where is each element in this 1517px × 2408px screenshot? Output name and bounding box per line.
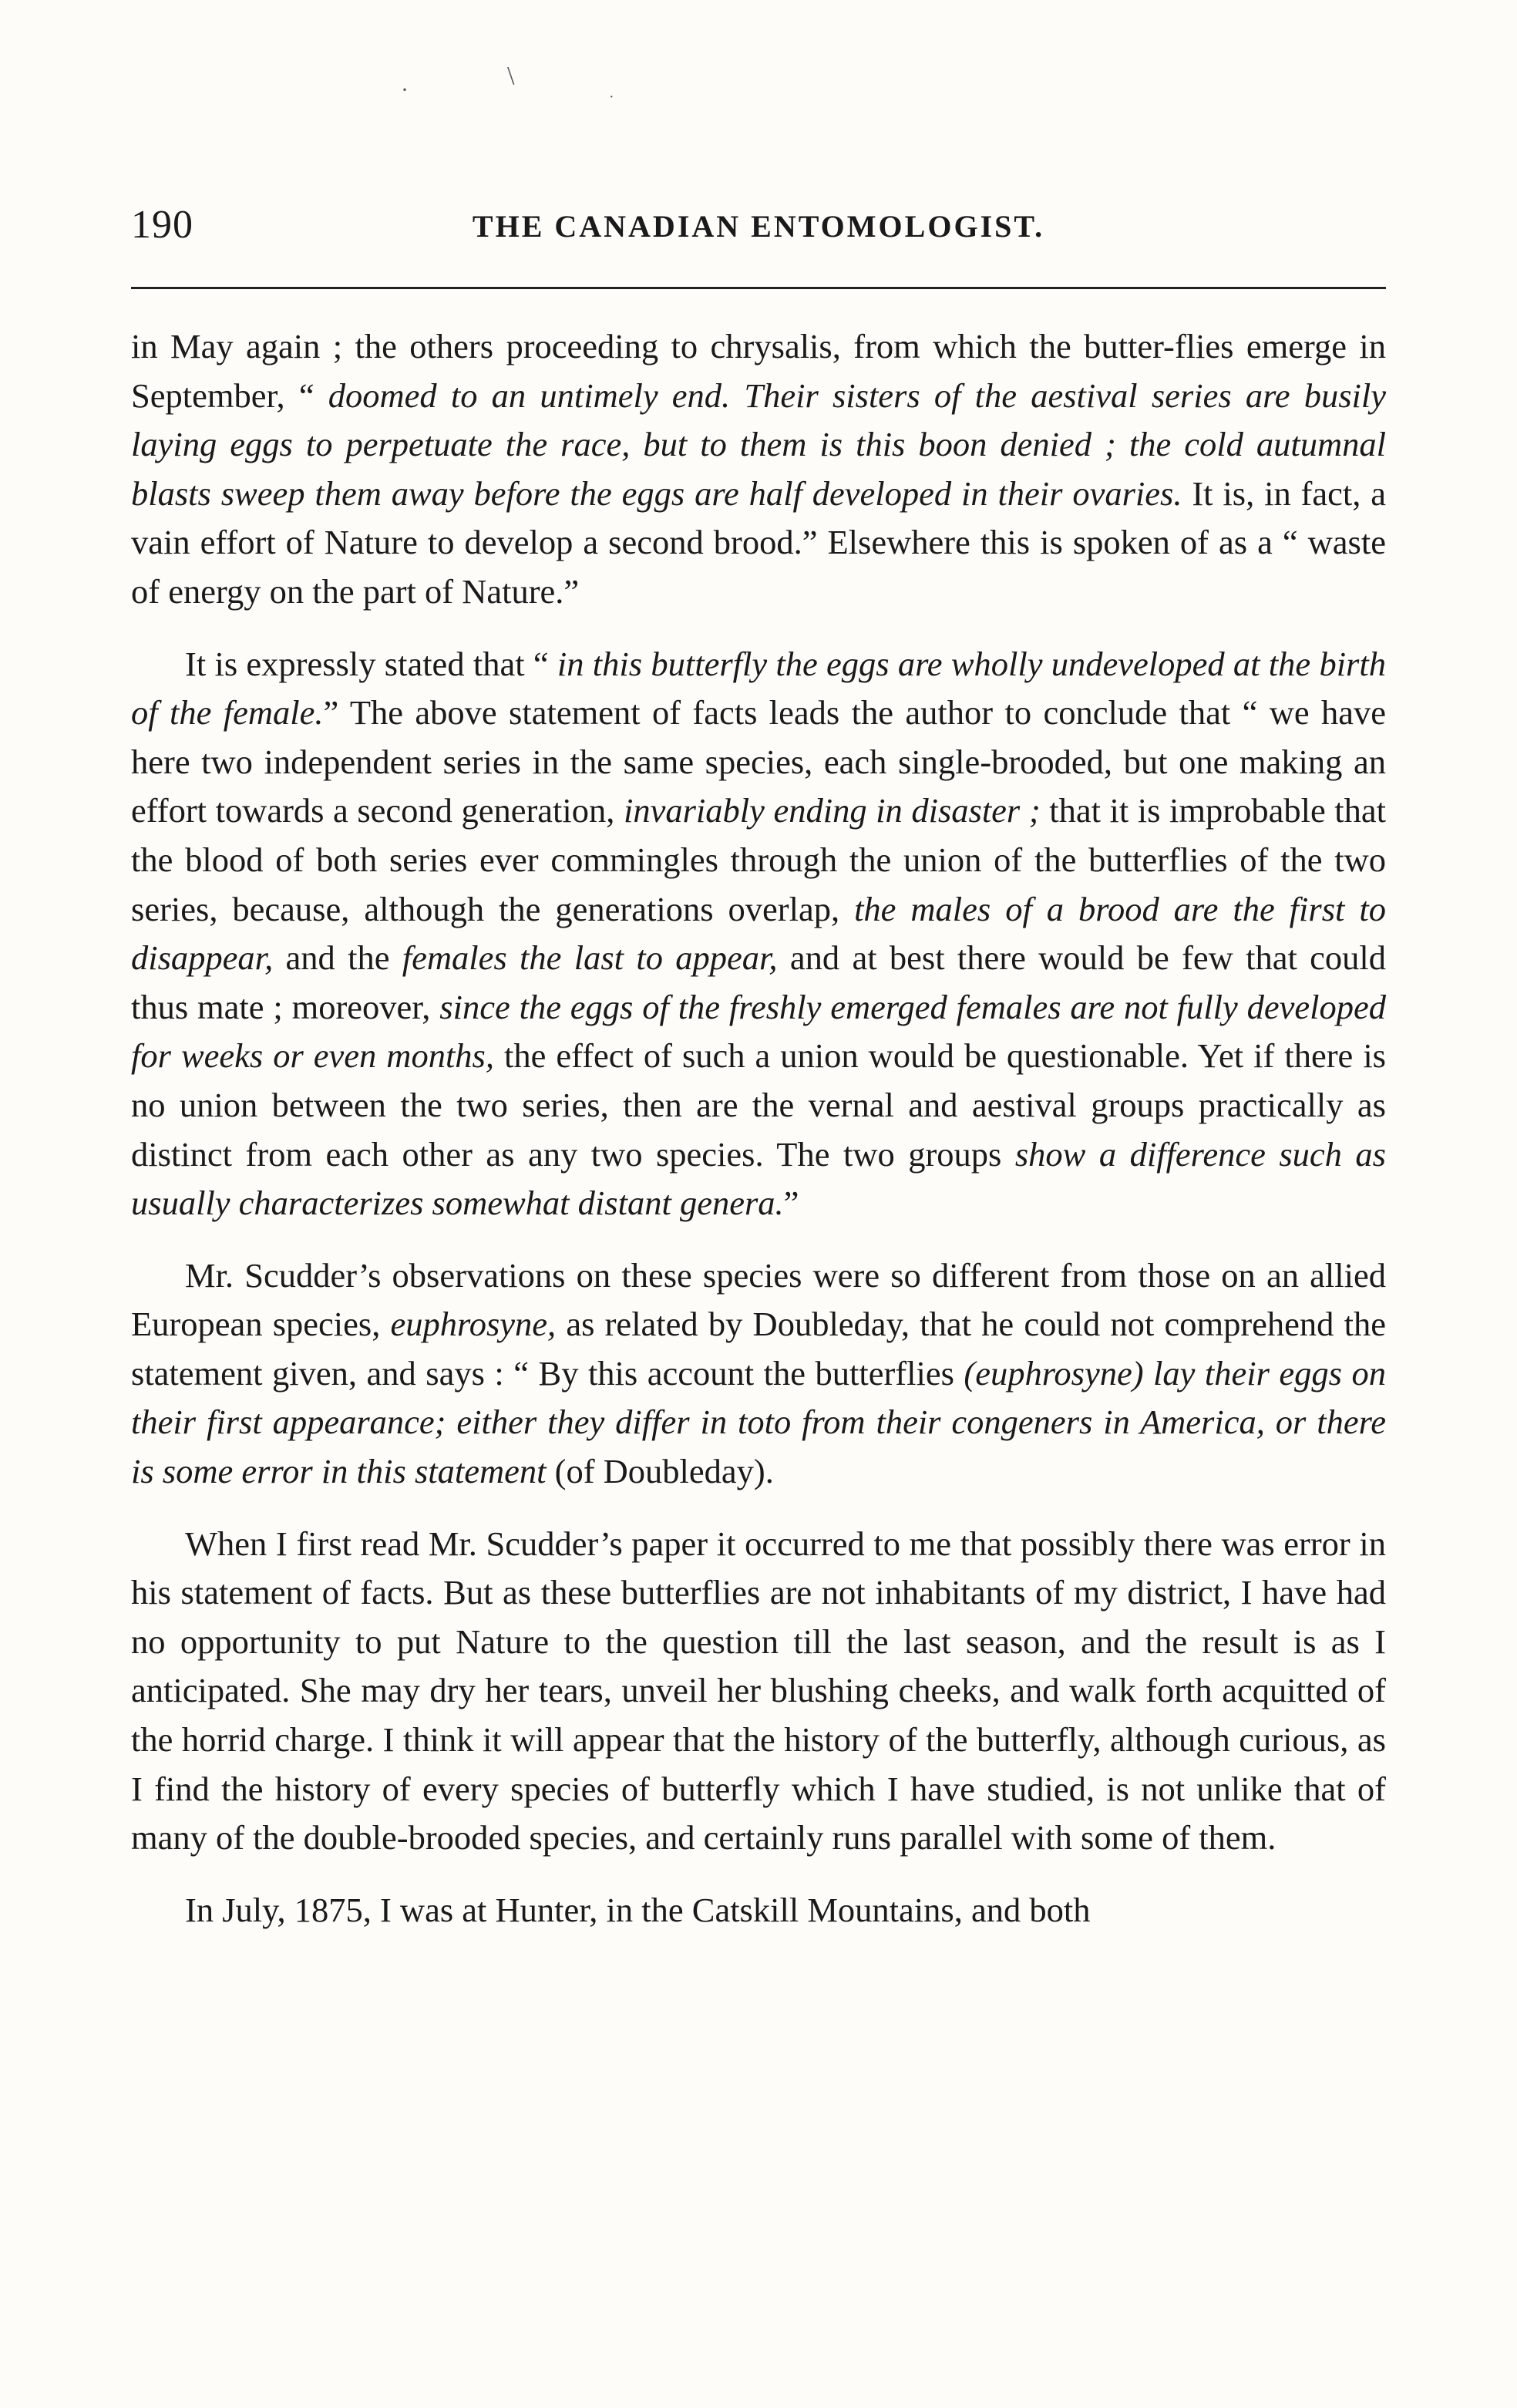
italic-text: the males of a brood are the first to disappear, bbox=[131, 889, 1386, 978]
text-run: and the bbox=[273, 938, 402, 978]
text-run: the effect of such a union would be questionable. Yet if there is no union between the two series, then are the vernal and aestival groups practically as distinct from each other as any two species. The two groups bbox=[131, 1036, 1386, 1174]
text-run: It is, in fact, a vain effort of Nature to develop a second brood.” Elsewhere this is spoken of as a “ waste of energy on the part of Nature.” bbox=[131, 473, 1386, 611]
text-run: and at best there would be few that could thus mate ; moreover, bbox=[131, 938, 1386, 1026]
text-run: It is expressly stated that “ bbox=[185, 644, 557, 683]
scan-marks bbox=[131, 46, 1386, 139]
header-rule bbox=[131, 287, 1386, 289]
italic-text: doomed to an untimely end. Their sisters of the aestival series are busily laying eggs to perpetuate the race, but to them is this boon denied ; the cold autumnal blasts sweep them away before the eggs are half developed in their ovaries. bbox=[131, 376, 1386, 513]
text-run: (of Doubleday). bbox=[546, 1452, 774, 1491]
italic-text: invariably ending in disaster ; bbox=[623, 791, 1041, 830]
italic-text: euphrosyne, bbox=[390, 1305, 557, 1344]
scan-speck: · bbox=[609, 89, 614, 106]
text-run: ” The above statement of facts leads the author to conclude that “ we have here two independent series in the same species, each single-brooded, but one making an effort towards a second generation, bbox=[131, 693, 1386, 830]
paragraph bbox=[131, 322, 1386, 617]
italic-text: (euphrosyne) lay their eggs on their first appearance; either they differ in toto from their congeners in America, or there is some error in this statement bbox=[131, 1353, 1386, 1491]
italic-text: in this butterfly the eggs are wholly undeveloped at the birth of the female. bbox=[131, 644, 1386, 733]
page-header bbox=[131, 202, 1386, 248]
italic-text: females the last to appear, bbox=[402, 938, 778, 978]
text-run: as related by Doubleday, that he could not comprehend the statement given, and says : “ By this account the butterflies bbox=[131, 1305, 1386, 1393]
paragraph bbox=[131, 1886, 1386, 1935]
paragraph bbox=[131, 640, 1386, 1228]
scan-speck: · bbox=[401, 77, 409, 103]
text-run: Mr. Scudder’s observations on these species were so different from those on an allied European species, bbox=[131, 1255, 1386, 1344]
text-run: ” bbox=[783, 1184, 799, 1223]
paragraph bbox=[131, 1520, 1386, 1863]
italic-text: since the eggs of the freshly emerged females are not fully developed for weeks or even months, bbox=[131, 987, 1386, 1076]
text-run: that it is improbable that the blood of both series ever commingles through the union of the butterflies of the two series, because, although the generations overlap, bbox=[131, 791, 1386, 928]
scan-speck: \ bbox=[507, 62, 515, 90]
paragraph bbox=[131, 1251, 1386, 1497]
page-number: 190 bbox=[131, 203, 193, 247]
text-run: in May again ; the others proceeding to chrysalis, from which the butter-flies emerge in September, “ bbox=[131, 327, 1386, 415]
text-run: In July, 1875, I was at Hunter, in the Catskill Mountains, and both bbox=[185, 1890, 1091, 1929]
italic-text: show a difference such as usually characterizes somewhat distant genera. bbox=[131, 1134, 1386, 1223]
running-head: THE CANADIAN ENTOMOLOGIST. bbox=[472, 209, 1045, 244]
body-text bbox=[131, 322, 1386, 1935]
text-run: When I first read Mr. Scudder’s paper it occurred to me that possibly there was error in his statement of facts. But as these butterflies are not inhabitants of my district, I have had no opportunity to put Nature to the question till the last season, and the result is as I anticipated. She may dry her tears, unveil her blushing cheeks, and walk forth acquitted of the horrid charge. I think it will appear that the history of the butterfly, although curious, as I find the history of every species of butterfly which I have studied, is not unlike that of many of the double-brooded species, and certainly runs parallel with some of them. bbox=[131, 1524, 1386, 1857]
